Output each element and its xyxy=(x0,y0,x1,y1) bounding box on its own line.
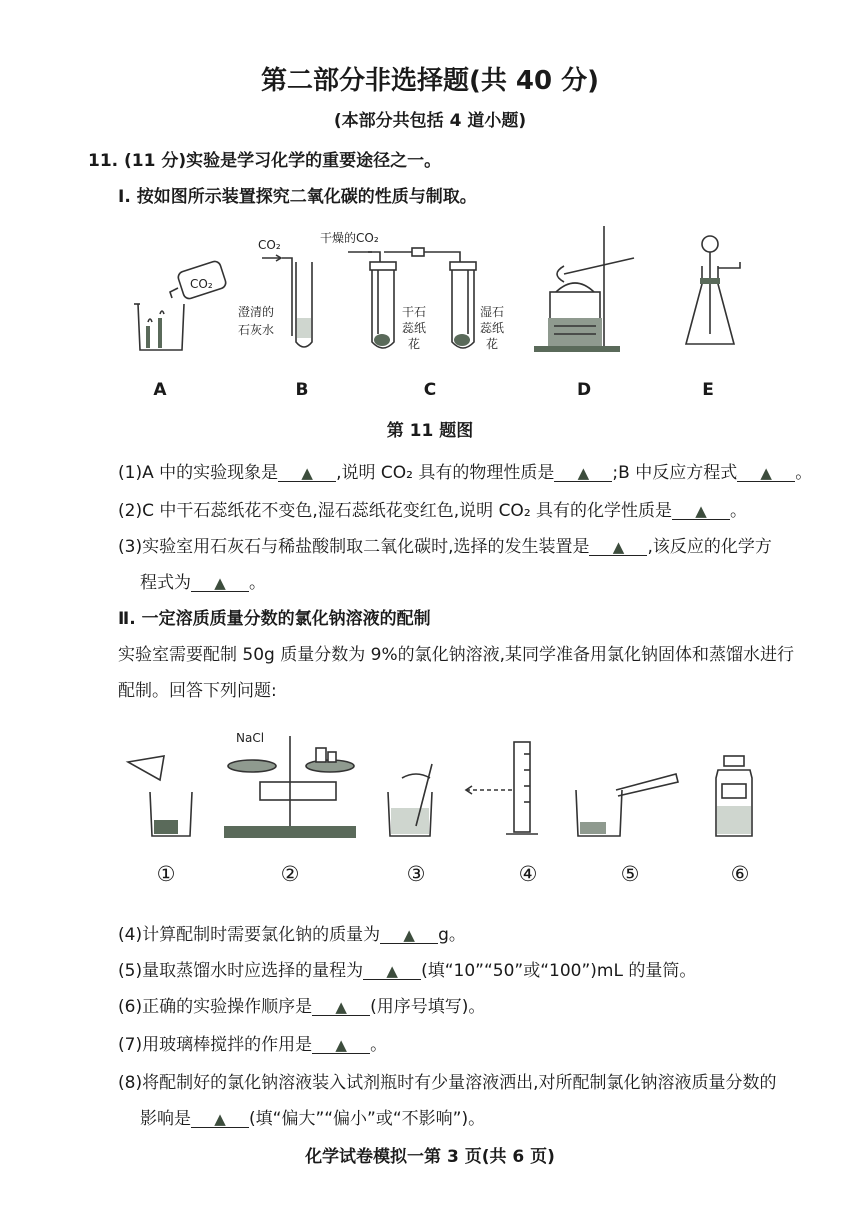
step-6-bottle xyxy=(716,756,752,836)
apparatus-a xyxy=(134,260,227,350)
answer-blank-6[interactable]: ▲ xyxy=(312,1000,370,1016)
page-subtitle: (本部分共包括 4 道小题) xyxy=(333,111,527,131)
figure-11-apparatus xyxy=(120,222,760,372)
step-1-apparatus xyxy=(128,756,192,836)
answer-blank-5[interactable]: ▲ xyxy=(363,964,421,980)
answer-blank-8[interactable]: ▲ xyxy=(191,1112,249,1128)
subquestion-6: (6)正确的实验操作顺序是 ▲ (用序号填写)。 xyxy=(118,997,486,1017)
apparatus-e xyxy=(686,236,740,344)
subquestion-8-cont: 影响是 ▲ (填“偏大”“偏小”或“不影响”)。 xyxy=(140,1109,486,1129)
step-label-1: ① xyxy=(156,862,176,886)
limewater-label-1: 澄清的 xyxy=(238,305,275,319)
step-3-stirring xyxy=(388,764,432,836)
step-4-cylinder xyxy=(466,742,538,834)
dry-flower-label-1: 干石 xyxy=(402,305,427,319)
page-footer: 化学试卷模拟一第 3 页(共 6 页) xyxy=(305,1147,555,1167)
subquestion-1: (1)A 中的实验现象是 ▲ ,说明 CO₂ 具有的物理性质是 ▲ ;B 中反应方程式 ▲ 。 xyxy=(118,463,813,483)
figure-caption: 第 11 题图 xyxy=(386,421,474,441)
answer-blank-3b[interactable]: ▲ xyxy=(191,576,249,592)
step-label-6: ⑥ xyxy=(730,862,750,886)
subquestion-3: (3)实验室用石灰石与稀盐酸制取二氧化碳时,选择的发生装置是 ▲ ,该反应的化学方 xyxy=(118,537,772,557)
label-b: B xyxy=(295,380,309,400)
answer-blank-1b[interactable]: ▲ xyxy=(554,466,612,482)
apparatus-d xyxy=(534,226,634,352)
answer-blank-3a[interactable]: ▲ xyxy=(589,540,647,556)
subquestion-2: (2)C 中干石蕊纸花不变色,湿石蕊纸花变红色,说明 CO₂ 具有的化学性质是 ▲ 。 xyxy=(118,501,748,521)
answer-blank-2[interactable]: ▲ xyxy=(672,504,730,520)
answer-blank-1c[interactable]: ▲ xyxy=(737,466,795,482)
dry-flower-label-2: 蕊纸 xyxy=(402,321,427,335)
step-label-4: ④ xyxy=(518,862,538,886)
part2-intro-1: 实验室需要配制 50g 质量分数为 9%的氯化钠溶液,某同学准备用氯化钠固体和蒸馏水进行 xyxy=(118,645,795,665)
wet-flower-label-3: 花 xyxy=(486,337,499,351)
page-title: 第二部分非选择题(共 40 分) xyxy=(260,66,600,96)
answer-blank-7[interactable]: ▲ xyxy=(312,1038,370,1054)
co2-arrow-label: CO₂ xyxy=(258,238,281,252)
subquestion-7: (7)用玻璃棒搅拌的作用是 ▲ 。 xyxy=(118,1035,388,1055)
label-a: A xyxy=(153,380,167,400)
question-stem: 11. (11 分)实验是学习化学的重要途径之一。 xyxy=(88,151,442,171)
limewater-label-2: 石灰水 xyxy=(238,323,275,337)
subquestion-5: (5)量取蒸馏水时应选择的量程为 ▲ (填“10”“50”或“100”)mL 的量筒。 xyxy=(118,961,697,981)
step-label-3: ③ xyxy=(406,862,426,886)
apparatus-c xyxy=(320,230,504,351)
wet-flower-label-1: 湿石 xyxy=(480,305,505,319)
part1-title: Ⅰ. 按如图所示装置探究二氧化碳的性质与制取。 xyxy=(118,187,477,207)
label-e: E xyxy=(702,380,714,400)
apparatus-b xyxy=(238,238,312,347)
subquestion-4: (4)计算配制时需要氯化钠的质量为 ▲ g。 xyxy=(118,925,466,945)
subquestion-8: (8)将配制好的氯化钠溶液装入试剂瓶时有少量溶液洒出,对所配制氯化钠溶液质量分数的 xyxy=(118,1073,777,1093)
step-5-pouring xyxy=(576,774,678,836)
label-c: C xyxy=(423,380,437,400)
step-label-5: ⑤ xyxy=(620,862,640,886)
wet-flower-label-2: 蕊纸 xyxy=(480,321,505,335)
figure-solution-steps xyxy=(120,722,760,852)
label-d: D xyxy=(576,380,592,400)
answer-blank-4[interactable]: ▲ xyxy=(380,928,438,944)
step-label-2: ② xyxy=(280,862,300,886)
dry-co2-label: 干燥的CO₂ xyxy=(320,231,379,245)
part2-title: Ⅱ. 一定溶质质量分数的氯化钠溶液的配制 xyxy=(118,609,431,629)
co2-bottle-label: CO₂ xyxy=(190,277,213,291)
subquestion-3-cont: 程式为 ▲ 。 xyxy=(140,573,266,593)
answer-blank-1a[interactable]: ▲ xyxy=(278,466,336,482)
part2-intro-2: 配制。回答下列问题: xyxy=(118,681,277,701)
dry-flower-label-3: 花 xyxy=(408,337,421,351)
step-2-balance xyxy=(224,731,356,838)
nacl-label: NaCl xyxy=(236,731,265,745)
